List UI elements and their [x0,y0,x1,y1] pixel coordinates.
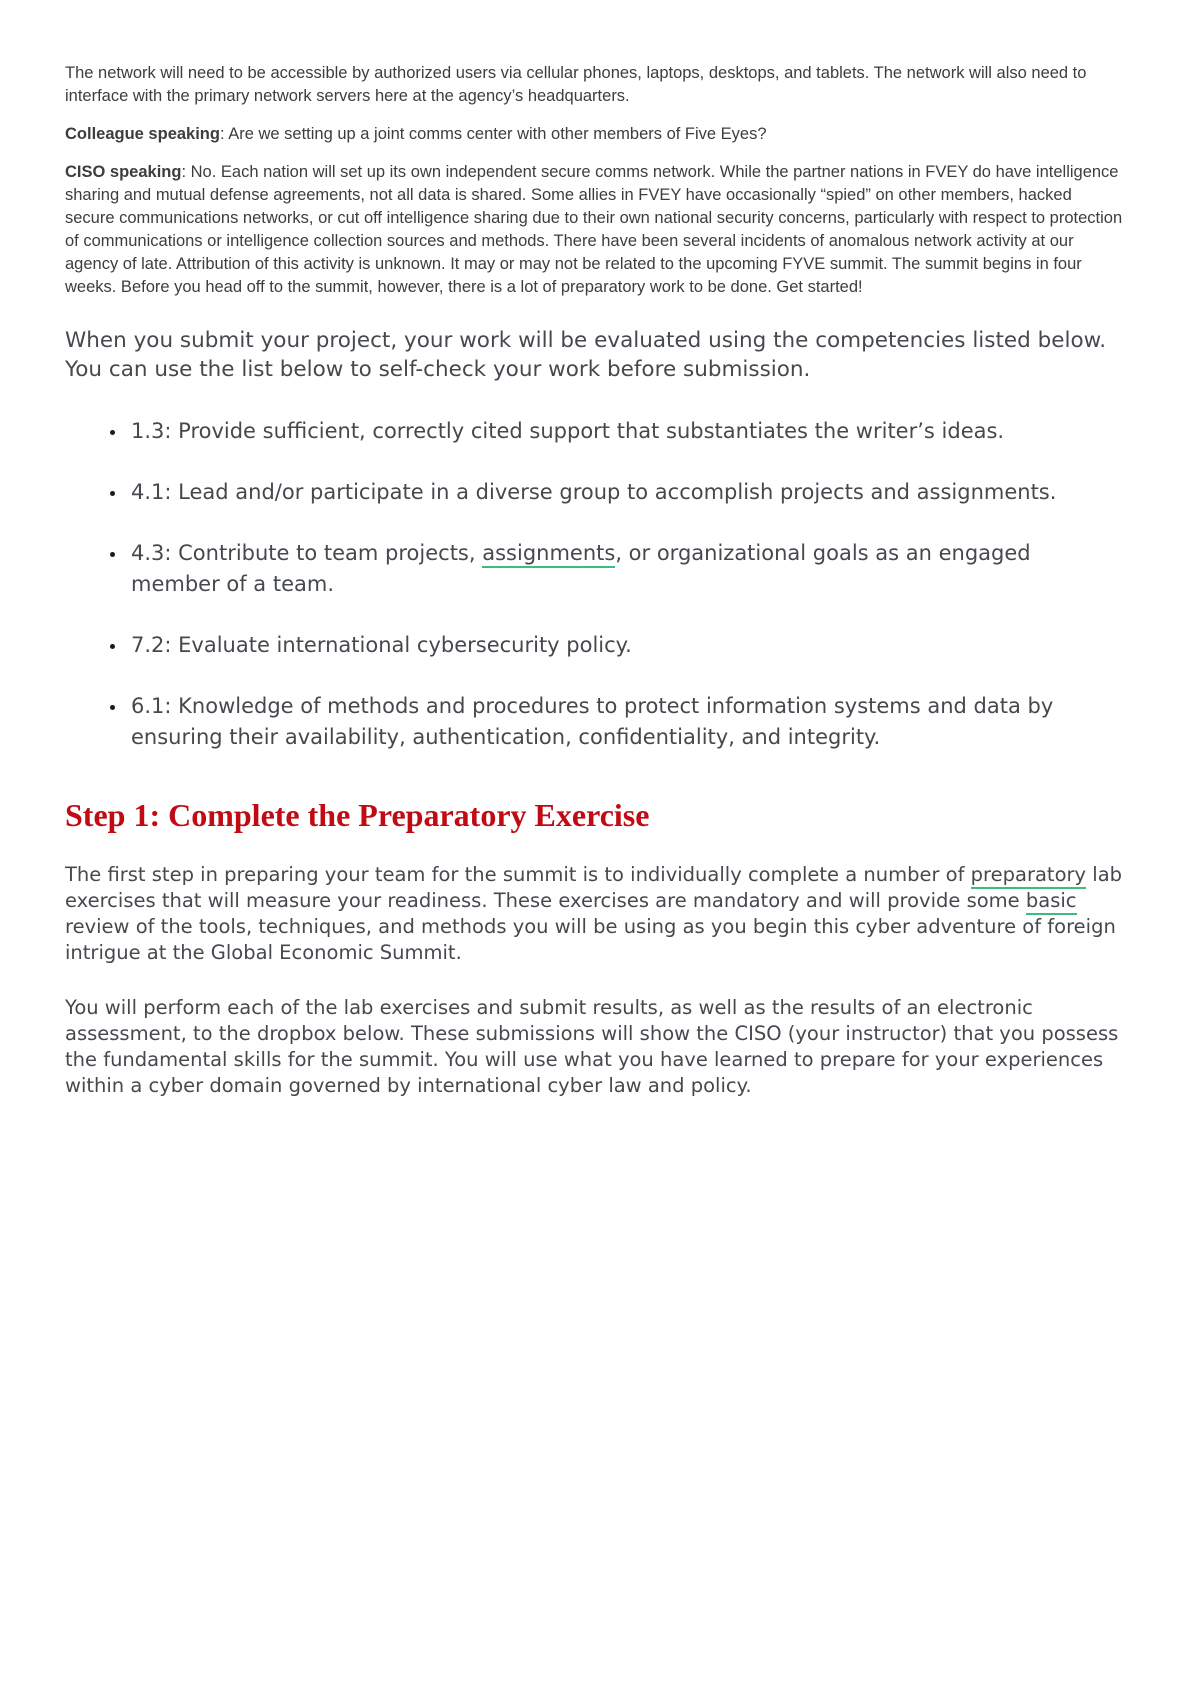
step-1-paragraph-1 [65,862,1125,966]
competency-text: 1.3: Provide sufficient, correctly cited support that substantiates the writer’s ideas. [131,419,1005,443]
step-1-paragraph-text: You will perform each of the lab exercises and submit results, as well as the results of an electronic assessment, to the dropbox below. These submissions will show the CISO (your instructor) that you possess the fundamental skills for the summit. You will use what you have learned to prepare for your experiences within a cyber domain governed by international cyber law and policy. [65,996,1119,1097]
competency-text: 4.3: Contribute to team projects, [131,541,483,565]
step-1-heading [65,797,1125,833]
evaluation-intro [65,326,1125,384]
step-1-heading-text: Step 1: Complete the Preparatory Exercise [65,797,650,833]
grammar-suggestion-underline[interactable]: preparatory [971,863,1086,889]
network-paragraph [65,62,1125,108]
step-1-paragraph-text: review of the tools, techniques, and methods you will be using as you begin this cyber adventure of foreign intrigue at the Global Economic Summit. [65,915,1116,964]
competency-text: 4.1: Lead and/or participate in a diverse group to accomplish projects and assignments. [131,480,1057,504]
network-paragraph-text: The network will need to be accessible by authorized users via cellular phones, laptops, desktops, and tablets. The network will also need to interface with the primary network servers here at the agency’s headquarters. [65,64,1087,105]
ciso-speaking-paragraph [65,161,1125,299]
evaluation-intro-text: When you submit your project, your work will be evaluated using the competencies listed below. You can use the list below to self-check your work before submission. [65,328,1107,382]
competency-list [65,416,1125,753]
competency-text: 7.2: Evaluate international cybersecurity policy. [131,633,632,657]
competency-text: 6.1: Knowledge of methods and procedures to protect information systems and data by ensuring their availability, authentication, confidentiality, and integrity. [131,694,1054,749]
competency-text: , or organizational goals as an engaged member of a team. [131,541,1031,596]
colleague-speaking-text: : Are we setting up a joint comms center with other members of Five Eyes? [219,125,767,143]
competency-item-1-3 [127,416,1125,447]
competency-item-4-3 [127,538,1125,600]
competency-item-6-1 [127,691,1125,753]
step-1-paragraph-2 [65,995,1125,1099]
grammar-suggestion-underline[interactable]: basic [1026,889,1077,915]
step-1-paragraph-text: The first step in preparing your team for the summit is to individually complete a number of [65,863,971,886]
competency-item-4-1 [127,477,1125,508]
step-1-paragraph-text: lab exercises that will measure your readiness. These exercises are mandatory and will provide some [65,863,1123,912]
colleague-speaking-label: Colleague speaking [65,125,220,143]
grammar-suggestion-underline[interactable]: assignments [482,541,615,568]
ciso-speaking-label: CISO speaking [65,163,182,181]
ciso-speaking-text: : No. Each nation will set up its own independent secure comms network. While the partner nations in FVEY do have intelligence sharing and mutual defense agreements, not all data is shared. Some allies in FVEY have occasionally “spied” on other members, hacked secure communications networks, or cut off intelligence sharing due to their own national security concerns, particularly with respect to protection of communications or intelligence collection sources and methods. There have been several incidents of anomalous network activity at our agency of late. Attribution of this activity is unknown. It may or may not be related to the upcoming FYVE summit. The summit begins in four weeks. Before you head off to the summit, however, there is a lot of preparatory work to be done. Get started! [65,163,1123,296]
competency-item-7-2 [127,630,1125,661]
colleague-speaking-line [65,123,1125,146]
